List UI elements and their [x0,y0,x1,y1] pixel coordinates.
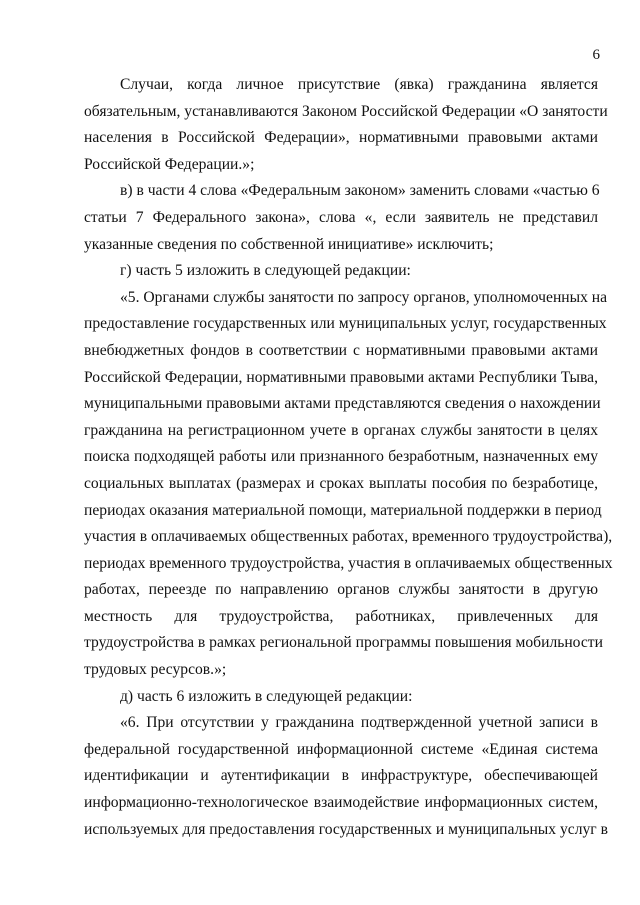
text-line: в) в части 4 слова «Федеральным законом» заменить словами «частью 6 [120,182,600,200]
text-line: периодах оказания материальной помощи, материальной поддержки в период [84,501,602,519]
text-line: поиска подходящей работы или признанного безработным, назначенных ему [84,448,598,466]
text-line: муниципальными правовыми актами представляются сведения о нахождении [84,395,601,413]
text-line: населения в Российской Федерации», нормативными правовыми актами [84,129,598,147]
text-line: периодах временного трудоустройства, участия в оплачиваемых общественных [84,554,613,572]
text-line: идентификации и аутентификации в инфраструктуре, обеспечивающей [84,767,598,785]
text-line: используемых для предоставления государственных и муниципальных услуг в [84,820,608,838]
text-line: предоставление государственных или муниципальных услуг, государственных [84,315,607,333]
text-line: трудоустройства в рамках региональной программы повышения мобильности [84,634,603,652]
text-line: гражданина на регистрационном учете в органах службы занятости в целях [84,421,598,439]
text-line: федеральной государственной информационной системе «Единая система [84,740,598,758]
text-line: социальных выплатах (размерах и сроках выплаты пособия по безработице, [84,474,598,492]
text-line: Российской Федерации, нормативными правовыми актами Республики Тыва, [84,368,598,386]
text-line: работах, переезде по направлению органов службы занятости в другую [84,581,598,599]
text-line: внебюджетных фондов в соответствии с нормативными правовыми актами [84,341,598,359]
text-line: обязательным, устанавливаются Законом Российской Федерации «О занятости [84,102,608,120]
text-line: Российской Федерации.»; [84,155,255,173]
text-line: «5. Органами службы занятости по запросу органов, уполномоченных на [120,288,608,306]
text-line: указанные сведения по собственной инициативе» исключить; [84,235,494,253]
text-line: информационно-технологическое взаимодействие информационных систем, [84,794,598,812]
text-line: Случаи, когда личное присутствие (явка) гражданина является [120,76,598,93]
page-number: 6 [592,47,600,63]
document-body [84,72,613,843]
text-line: г) часть 5 изложить в следующей редакции: [120,262,411,280]
text-line: трудовых ресурсов.»; [84,661,227,679]
text-line: участия в оплачиваемых общественных работах, временного трудоустройства), [84,528,613,546]
text-line: «6. При отсутствии у гражданина подтвержденной учетной записи в [120,714,598,732]
text-line: местность для трудоустройства, работниках, привлеченных для [84,607,598,625]
text-line: д) часть 6 изложить в следующей редакции: [120,687,413,705]
text-line: статьи 7 Федерального закона», слова «, если заявитель не представил [84,208,598,226]
